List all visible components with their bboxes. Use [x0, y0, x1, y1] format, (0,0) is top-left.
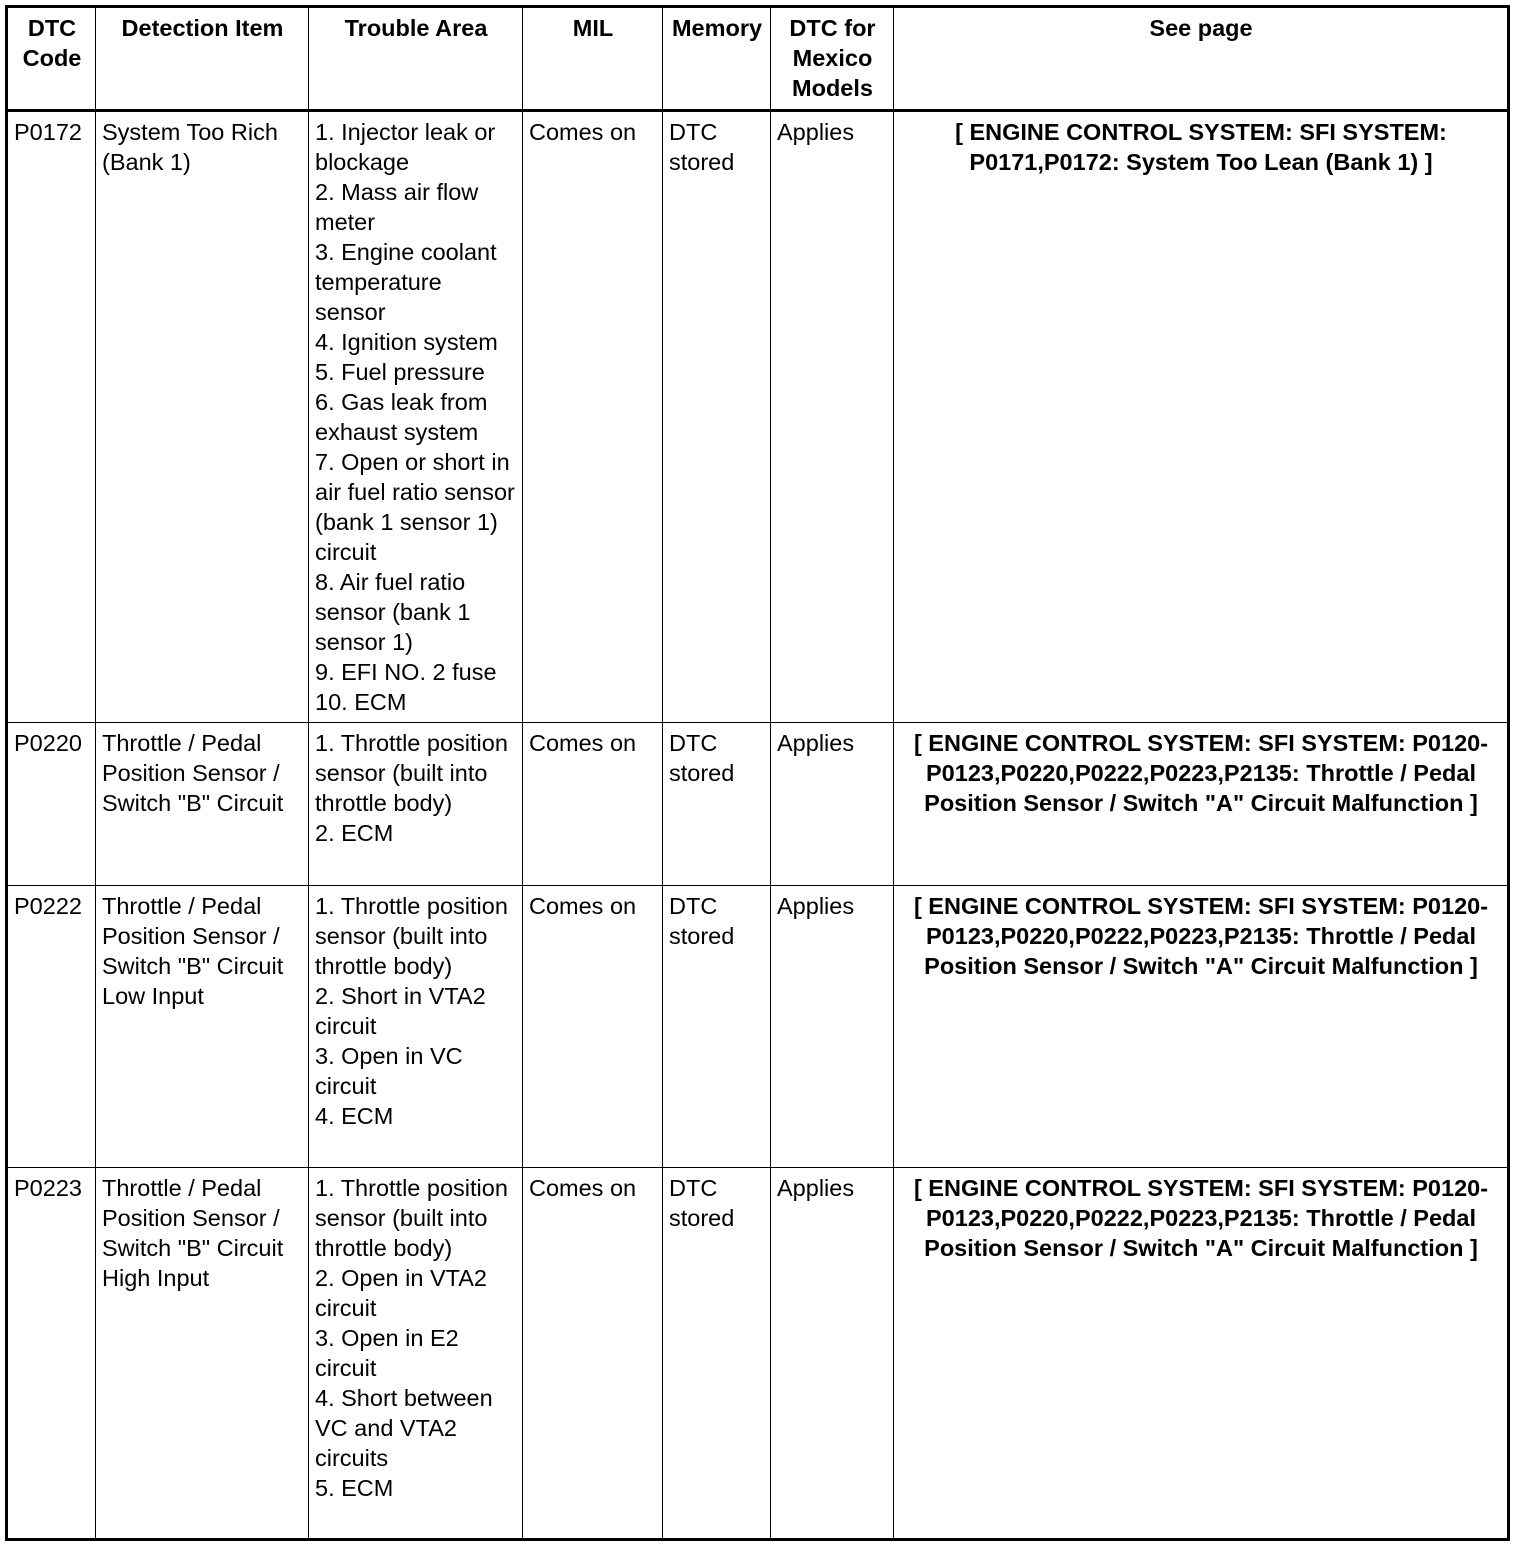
header-row [7, 7, 1509, 111]
trouble-area-item: 1. Throttle position sensor (built into throttle body) [315, 730, 508, 816]
header-text: Memory [671, 15, 763, 41]
memory-cell: DTC stored [663, 723, 771, 886]
dtc-table [5, 5, 1510, 1541]
dtc-code-cell: P0223 [7, 1168, 96, 1540]
memory-cell: DTC stored [663, 1168, 771, 1540]
trouble-area-item: 1. Injector leak or blockage [315, 119, 496, 175]
header-dtc-mexico [771, 7, 894, 111]
trouble-area-item: 2. Short in VTA2 circuit [315, 983, 486, 1039]
see-page-link[interactable]: [ ENGINE CONTROL SYSTEM: SFI SYSTEM: P0120-P0123,P0220,P0222,P0223,P2135: Throttle / Pedal Position Sensor / Switch "A" Circuit Malfunction ] [894, 886, 1509, 1168]
mil-cell: Comes on [523, 723, 663, 886]
trouble-area-item: 4. ECM [315, 1103, 394, 1129]
see-page-link[interactable]: [ ENGINE CONTROL SYSTEM: SFI SYSTEM: P0120-P0123,P0220,P0222,P0223,P2135: Throttle / Pedal Position Sensor / Switch "A" Circuit Malfunction ] [894, 723, 1509, 886]
trouble-area-item: 2. Open in VTA2 circuit [315, 1265, 487, 1321]
trouble-area-item: 8. Air fuel ratio sensor (bank 1 sensor 1) [315, 569, 471, 655]
table-row [7, 1168, 1509, 1540]
mil-cell: Comes on [523, 886, 663, 1168]
trouble-area-item: 3. Open in E2 circuit [315, 1325, 459, 1381]
dtc-code-cell: P0220 [7, 723, 96, 886]
trouble-area-item: 3. Engine coolant temperature sensor [315, 239, 497, 325]
trouble-area-item: 2. ECM [315, 820, 394, 846]
header-trouble-area [309, 7, 523, 111]
trouble-area-cell [309, 1168, 523, 1540]
trouble-area-item: 1. Throttle position sensor (built into throttle body) [315, 893, 508, 979]
header-text: DTC for [789, 15, 876, 41]
trouble-area-item: 9. EFI NO. 2 fuse [315, 659, 497, 685]
trouble-area-item: 3. Open in VC circuit [315, 1043, 463, 1099]
table-row [7, 111, 1509, 723]
see-page-link[interactable]: [ ENGINE CONTROL SYSTEM: SFI SYSTEM: P0171,P0172: System Too Lean (Bank 1) ] [894, 111, 1509, 723]
trouble-area-item: 6. Gas leak from exhaust system [315, 389, 488, 445]
dtc-code-cell: P0222 [7, 886, 96, 1168]
header-text: See page [1149, 15, 1253, 41]
detection-item-cell: Throttle / Pedal Position Sensor / Switch "B" Circuit Low Input [96, 886, 309, 1168]
trouble-area-item: 2. Mass air flow meter [315, 179, 479, 235]
header-memory [663, 7, 771, 111]
trouble-area-item: 7. Open or short in air fuel ratio sensor (bank 1 sensor 1) circuit [315, 449, 515, 565]
header-dtc-code [7, 7, 96, 111]
detection-item-cell: System Too Rich (Bank 1) [96, 111, 309, 723]
mexico-cell: Applies [771, 886, 894, 1168]
trouble-area-item: 4. Short between VC and VTA2 circuits [315, 1385, 493, 1471]
mexico-cell: Applies [771, 1168, 894, 1540]
detection-item-cell: Throttle / Pedal Position Sensor / Switch "B" Circuit High Input [96, 1168, 309, 1540]
header-see-page [894, 7, 1509, 111]
trouble-area-cell [309, 886, 523, 1168]
trouble-area-item: 10. ECM [315, 689, 407, 715]
header-text: Code [22, 45, 82, 71]
memory-cell: DTC stored [663, 886, 771, 1168]
header-text: Models [792, 75, 873, 101]
mexico-cell: Applies [771, 723, 894, 886]
trouble-area-item: 1. Throttle position sensor (built into throttle body) [315, 1175, 508, 1261]
mil-cell: Comes on [523, 111, 663, 723]
trouble-area-item: 5. ECM [315, 1475, 394, 1501]
detection-item-cell: Throttle / Pedal Position Sensor / Switch "B" Circuit [96, 723, 309, 886]
mexico-cell: Applies [771, 111, 894, 723]
table-row [7, 886, 1509, 1168]
header-detection-item [96, 7, 309, 111]
trouble-area-cell [309, 723, 523, 886]
dtc-code-cell: P0172 [7, 111, 96, 723]
mil-cell: Comes on [523, 1168, 663, 1540]
see-page-link[interactable]: [ ENGINE CONTROL SYSTEM: SFI SYSTEM: P0120-P0123,P0220,P0222,P0223,P2135: Throttle / Pedal Position Sensor / Switch "A" Circuit Malfunction ] [894, 1168, 1509, 1540]
header-text: DTC [27, 15, 77, 41]
table-row [7, 723, 1509, 886]
header-text: Mexico [792, 45, 873, 71]
header-text: Detection Item [121, 15, 284, 41]
trouble-area-item: 4. Ignition system [315, 329, 498, 355]
header-text: Trouble Area [344, 15, 488, 41]
trouble-area-item: 5. Fuel pressure [315, 359, 485, 385]
header-text: MIL [572, 15, 614, 41]
trouble-area-cell [309, 111, 523, 723]
header-mil [523, 7, 663, 111]
memory-cell: DTC stored [663, 111, 771, 723]
